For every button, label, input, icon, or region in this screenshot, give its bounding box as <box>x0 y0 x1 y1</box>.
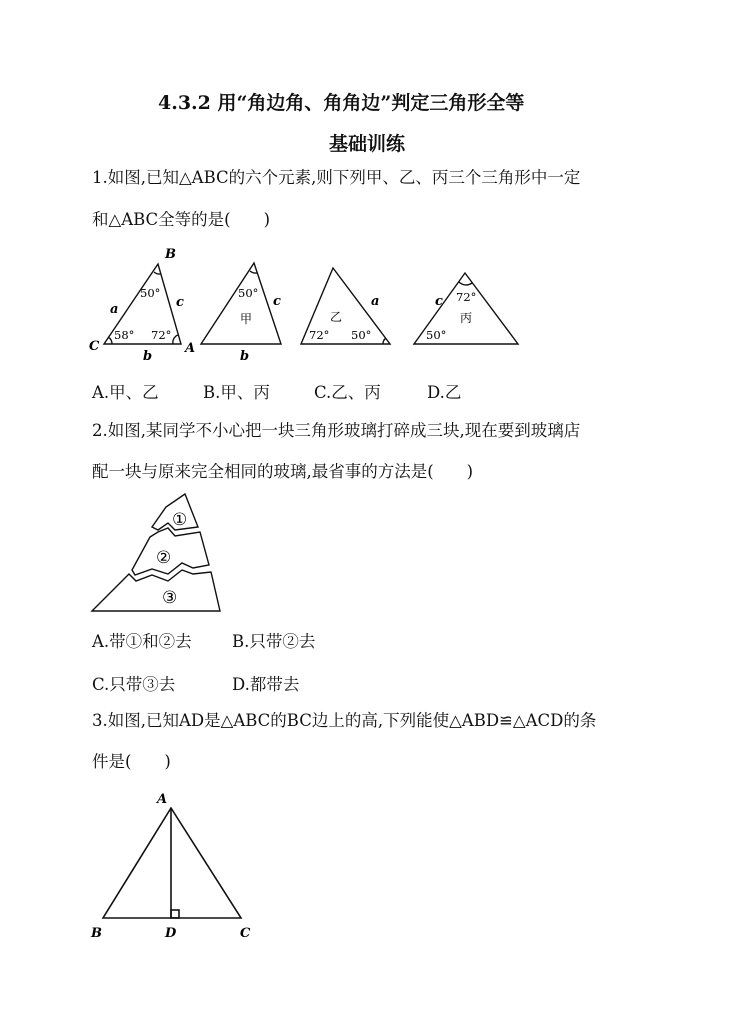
q2-option-a: A.带①和②去 <box>92 632 192 651</box>
piece-2-label: ② <box>156 548 172 568</box>
angle-b: 50° <box>140 286 161 300</box>
q1-line1: 1.如图,已知△ABC的六个元素,则下列甲、乙、丙三个三角形中一定 <box>92 168 581 187</box>
q2-option-d: D.都带去 <box>232 675 300 694</box>
label-a-vertex: A <box>185 341 196 356</box>
q1-option-b: B.甲、丙 <box>203 383 270 402</box>
q3-label-a: A <box>157 792 168 807</box>
q3-label-c: C <box>240 926 251 941</box>
jia-side-c: c <box>273 294 281 309</box>
yi-angle-1: 72° <box>309 328 330 342</box>
bing-angle-1: 72° <box>456 290 477 304</box>
q1-option-a: A.甲、乙 <box>92 383 159 402</box>
bing-angle-2: 50° <box>426 328 447 342</box>
triangle-abc-q3 <box>103 808 241 918</box>
jia-side-b: b <box>240 349 250 364</box>
q3-line2: 件是( ) <box>92 752 171 771</box>
jia-angle: 50° <box>238 286 259 300</box>
q3-label-d: D <box>165 926 177 941</box>
piece-1-label: ① <box>172 510 188 530</box>
q2-option-b: B.只带②去 <box>232 632 316 651</box>
bing-name: 丙 <box>460 311 473 325</box>
q1-line2: 和△ABC全等的是( ) <box>92 210 271 229</box>
q2-option-c: C.只带③去 <box>92 675 176 694</box>
angle-a: 72° <box>151 328 172 342</box>
q3-label-b: B <box>91 926 102 941</box>
yi-angle-2: 50° <box>351 328 372 342</box>
q2-line2: 配一块与原来完全相同的玻璃,最省事的方法是( ) <box>92 462 474 481</box>
q1-option-d: D.乙 <box>427 383 462 402</box>
angle-c: 58° <box>114 328 135 342</box>
page-title: 4.3.2 用“角边角、角角边”判定三角形全等 <box>158 92 525 114</box>
piece-3-label: ③ <box>162 588 178 608</box>
q2-line1: 2.如图,某同学不小心把一块三角形玻璃打碎成三块,现在要到玻璃店 <box>92 421 581 440</box>
section-subtitle: 基础训练 <box>329 133 406 155</box>
right-angle-mark <box>171 910 179 918</box>
yi-name: 乙 <box>330 310 343 324</box>
yi-side-a: a <box>371 294 380 309</box>
jia-name: 甲 <box>240 312 253 326</box>
bing-side-c: c <box>435 294 443 309</box>
q3-line1: 3.如图,已知AD是△ABC的BC边上的高,下列能使△ABD≌△ACD的条 <box>92 711 597 730</box>
label-side-b: b <box>143 349 153 364</box>
label-b-vertex: B <box>165 247 176 262</box>
label-c-vertex: C <box>89 339 100 354</box>
q1-option-c: C.乙、丙 <box>314 383 381 402</box>
label-side-a: a <box>110 302 119 317</box>
label-side-c: c <box>176 295 184 310</box>
